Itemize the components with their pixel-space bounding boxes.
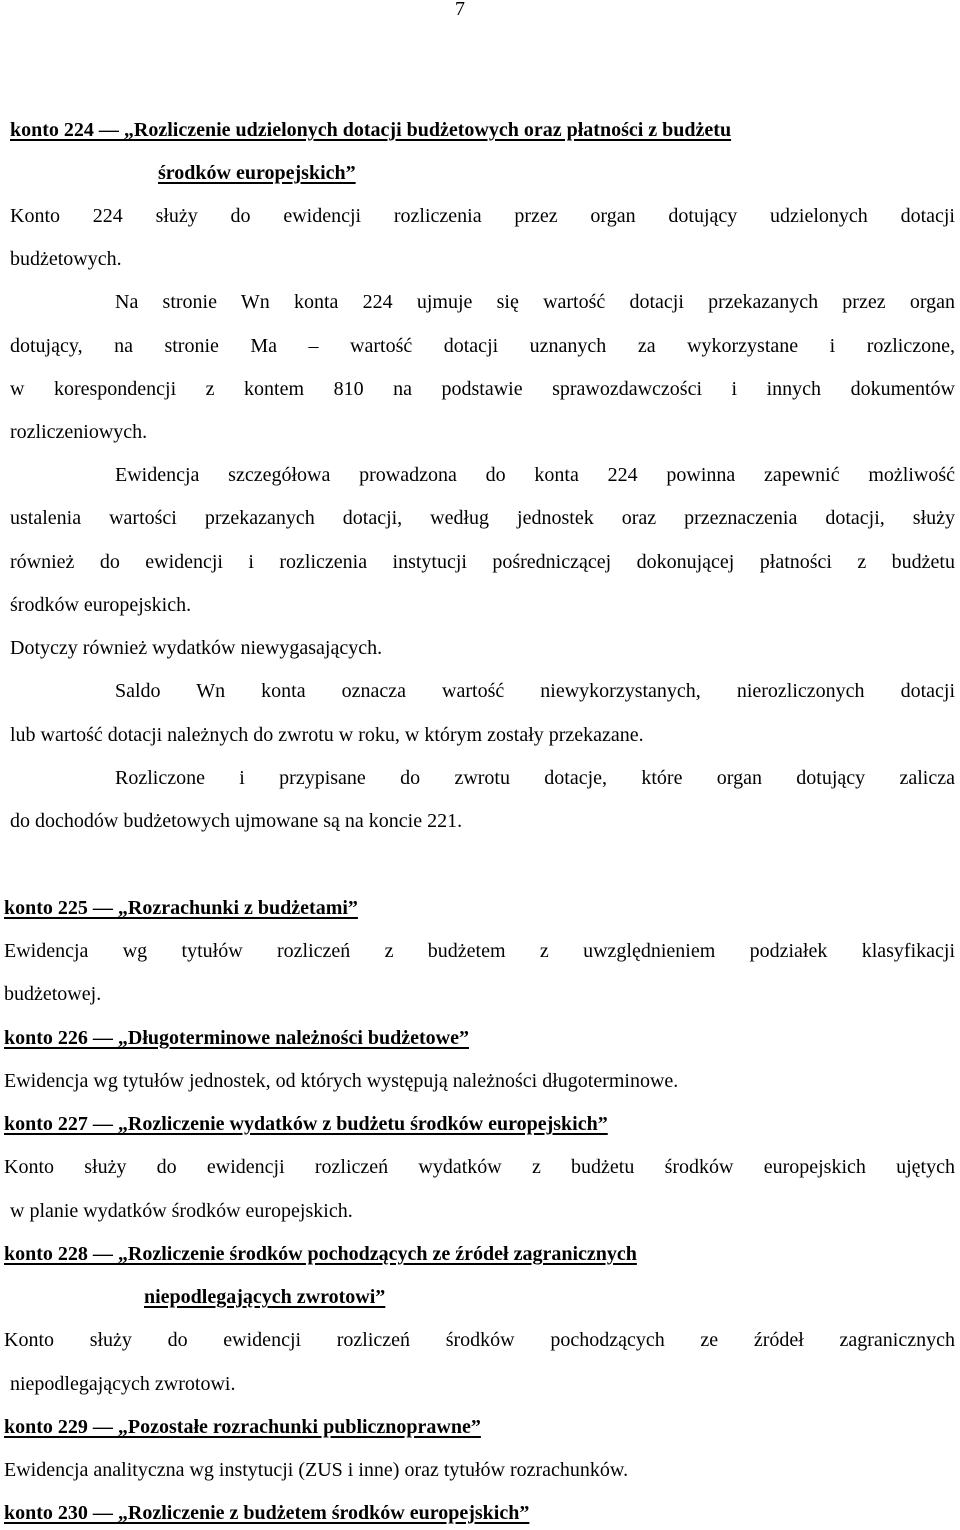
paragraph-line: ustalenia wartości przekazanych dotacji, według jednostek oraz przeznaczenia dotacji, służy <box>10 507 955 529</box>
paragraph-line: Ewidencja wg tytułów jednostek, od których występują należności długoterminowe. <box>4 1070 679 1092</box>
paragraph-line: Na stronie Wn konta 224 ujmuje się wartość dotacji przekazanych przez organ <box>115 291 955 313</box>
paragraph-line: Saldo Wn konta oznacza wartość niewykorzystanych, nierozliczonych dotacji <box>115 680 955 702</box>
paragraph-line: w korespondencji z kontem 810 na podstawie sprawozdawczości i innych dokumentów <box>10 378 955 400</box>
paragraph-line: Dotyczy również wydatków niewygasających. <box>10 637 383 659</box>
paragraph-line: niepodlegających zwrotowi. <box>10 1373 236 1395</box>
page-number: 7 <box>455 0 465 20</box>
section-heading-konto-227: konto 227 — „Rozliczenie wydatków z budżetu środków europejskich” <box>4 1113 608 1135</box>
paragraph-line: środków europejskich. <box>10 594 192 616</box>
paragraph-line: budżetowych. <box>10 248 122 270</box>
paragraph-line: dotujący, na stronie Ma – wartość dotacji uznanych za wykorzystane i rozliczone, <box>10 335 955 357</box>
section-heading-konto-230: konto 230 — „Rozliczenie z budżetem środków europejskich” <box>4 1502 530 1524</box>
section-heading-konto-228: konto 228 — „Rozliczenie środków pochodzących ze źródeł zagranicznych <box>4 1243 637 1265</box>
paragraph-line: Konto 224 służy do ewidencji rozliczenia przez organ dotujący udzielonych dotacji <box>10 205 955 227</box>
paragraph-line: Konto służy do ewidencji rozliczeń wydatków z budżetu środków europejskich ujętych <box>4 1156 955 1178</box>
paragraph-line: w planie wydatków środków europejskich. <box>10 1200 353 1222</box>
paragraph-line: również do ewidencji i rozliczenia instytucji pośredniczącej dokonującej płatności z budżetu <box>10 551 955 573</box>
paragraph-line: rozliczeniowych. <box>10 421 148 443</box>
paragraph-line: Rozliczone i przypisane do zwrotu dotacje, które organ dotujący zalicza <box>115 767 955 789</box>
paragraph-line: Konto służy do ewidencji rozliczeń środków pochodzących ze źródeł zagranicznych <box>4 1329 955 1351</box>
paragraph-line: Ewidencja szczegółowa prowadzona do konta 224 powinna zapewnić możliwość <box>115 464 955 486</box>
section-heading-konto-226: konto 226 — „Długoterminowe należności budżetowe” <box>4 1027 469 1049</box>
paragraph-line: budżetowej. <box>4 983 102 1005</box>
paragraph-line: lub wartość dotacji należnych do zwrotu w roku, w którym zostały przekazane. <box>10 724 644 746</box>
paragraph-line: Ewidencja wg tytułów rozliczeń z budżetem z uwzględnieniem podziałek klasyfikacji <box>4 940 955 962</box>
paragraph-line: Ewidencja analityczna wg instytucji (ZUS i inne) oraz tytułów rozrachunków. <box>4 1459 629 1481</box>
paragraph-line: do dochodów budżetowych ujmowane są na koncie 221. <box>10 810 463 832</box>
section-heading-konto-224-cont: środków europejskich” <box>158 162 356 184</box>
section-heading-konto-224: konto 224 — „Rozliczenie udzielonych dotacji budżetowych oraz płatności z budżetu <box>10 119 732 141</box>
section-heading-konto-228-cont: niepodlegających zwrotowi” <box>144 1286 386 1308</box>
section-heading-konto-229: konto 229 — „Pozostałe rozrachunki publicznoprawne” <box>4 1416 481 1438</box>
section-heading-konto-225: konto 225 — „Rozrachunki z budżetami” <box>4 897 358 919</box>
